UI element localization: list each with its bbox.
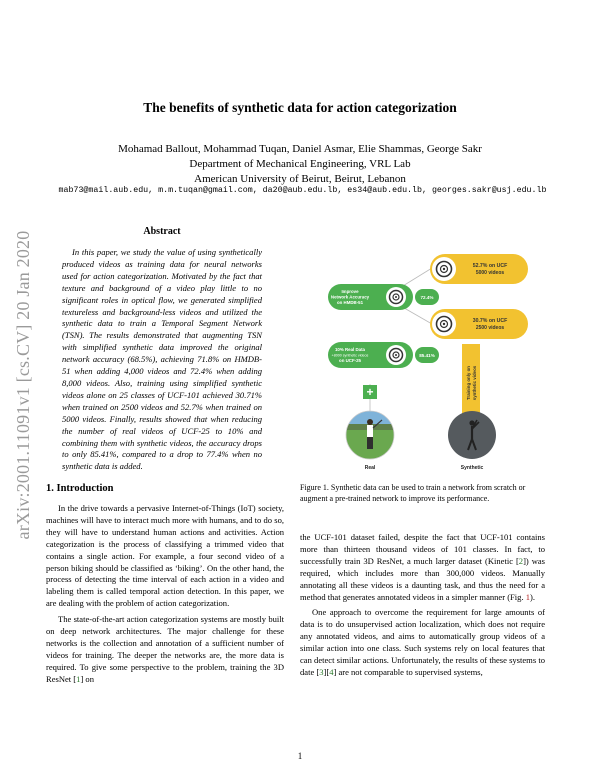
arxiv-identifier: arXiv:2001.11091v1 [cs.CV] 20 Jan 2020: [13, 230, 33, 540]
text-run: ][: [323, 666, 330, 677]
box2-value: 85.41%: [419, 353, 435, 358]
affiliation-dept: Department of Mechanical Engineering, VRL Lab: [189, 158, 411, 170]
text-run: The state-of-the-art action categorization systems are mostly built on deep network architectures. The major challenge for these networks is the collection and annotation of a sufficient number of videos for training. The deeper the networks are, the more data is required. To give some perspective to the problem, training the 3D ResNet [: [46, 614, 284, 684]
box1-line3: on HMDB-51: [336, 300, 364, 305]
citation-link[interactable]: 4: [329, 666, 334, 677]
left-column-text: [46, 503, 284, 690]
paper-title: The benefits of synthetic data for action categorization: [143, 100, 457, 115]
vertical-label-1: Training only on: [466, 366, 471, 400]
vertical-label-2: synthetic videos: [472, 365, 477, 401]
real-label: Real: [364, 465, 376, 471]
bubble1-line1: 52.7% on UCF: [472, 263, 508, 269]
box1-value: 72.4%: [420, 295, 434, 300]
authors: Mohamad Ballout, Mohammad Tuqan, Daniel Asmar, Elie Shammas, George Sakr: [118, 143, 482, 155]
author-emails: mab73@mail.aub.edu, m.m.tuqan@gmail.com, da20@aub.edu.lb, es34@aub.edu.lb, georges.sakr@usj.edu.lb: [58, 186, 547, 195]
figure-link[interactable]: 1: [525, 591, 530, 602]
intro-paragraph-3: [300, 607, 545, 678]
text-run: ]) was required, which includes more than 300,000 videos. Manually annotating all these videos is a daunting task, and thus the need for a method that generates annotated videos in a simpler manner (Fig.: [300, 555, 546, 602]
author-block: [0, 142, 600, 187]
page-number: 1: [297, 751, 303, 761]
text-run: the UCF-101 dataset failed, despite the fact that UCF-101 contains more than thirteen thousand videos of 101 classes. In fact, to successfully train 3D ResNet, a much larger dataset (Kinetic [: [300, 532, 545, 566]
box1-line1: Improve: [341, 289, 359, 294]
right-column-text: [300, 532, 545, 683]
bubble2-line1: 30.7% on UCF: [472, 318, 508, 324]
intro-paragraph-2: [46, 614, 284, 685]
intro-paragraph-1: In the drive towards a pervasive Internet-of-Things (IoT) society, machines will have to interact much more with humans, and to do so, they will have to understand human actions and activities. Action categorization is the process of classifying a trimmed video that contains a single action. For example, a four second video of a person biking should be classified as ‘biking’. On the other hand, the process of detecting the time interval of each action in a video and labeling them is called temporal action detection. In this paper, we are dealing with the problem of action categorization.: [46, 503, 284, 609]
synthetic-label: Synthetic: [460, 465, 484, 471]
box2-line2: +8000 synthetic videos: [331, 353, 369, 358]
plus-label: +: [366, 385, 374, 399]
citation-link[interactable]: 1: [76, 673, 81, 684]
affiliation-univ: American University of Beirut, Beirut, Lebanon: [194, 173, 406, 185]
section-heading-introduction: 1. Introduction: [46, 483, 114, 494]
text-run: One approach to overcome the requirement for large amounts of data is to do unsupervised action localization, which does not require any annotated videos, and aims to automatically group videos of a similar action into one class. Such systems rely on local features that can detect similar actions. Unfortunately, the results of these systems to date [: [300, 607, 545, 677]
bubble2-line2: 2500 videos: [475, 325, 505, 331]
abstract-text: In this paper, we study the value of using synthetically produced videos as training data for neural networks used for action categorization. Motivated by the fact that texture and background of a video play little to no significant roles in optical flow, we generated simplified textureless and background-less videos and utilized the synthetic data to train a Temporal Segment Network (TSN). The results demonstrated that augmenting TSN with simplified synthetic data improved the original network accuracy (68.5%), achieving 71.8% on HMDB-51 when adding 4,000 videos and 72.4% when adding 8,000 videos. Also, training using simplified synthetic videos alone on 25 classes of UCF-101 achieved 30.71% when trained on 2500 videos and 52.7% when trained on 5000 videos. Finally, results showed that when reducing the number of real videos of UCF-25 to 10% and combining them with synthetic videos, the accuracy drops to only 85.41%, compared to a drop to 77.4% when no synthetic data is added.: [62, 247, 262, 472]
synthetic-only-bubble-2500: [430, 309, 528, 339]
box2-line3: on UCF-25: [339, 358, 361, 363]
intro-paragraph-continued: [300, 532, 545, 603]
figure-1: [300, 242, 550, 474]
text-run: ] on: [80, 673, 94, 684]
training-only-synthetic-bar: [462, 344, 480, 422]
accuracy-box-ucf: [328, 342, 439, 368]
accuracy-box-hmdb: [328, 284, 439, 310]
real-video-thumbnail: [346, 411, 394, 460]
citation-link[interactable]: 3: [319, 666, 324, 677]
citation-link[interactable]: 2: [518, 555, 524, 566]
text-run: ).: [530, 591, 535, 602]
synthetic-video-thumbnail: [448, 411, 496, 459]
abstract-heading: Abstract: [143, 226, 181, 237]
figure-caption: Figure 1. Synthetic data can be used to train a network from scratch or augment a pre-trained network to improve its performance.: [300, 483, 526, 503]
text-run: ] are not comparable to supervised systems,: [333, 666, 483, 677]
synthetic-only-bubble-5000: [430, 254, 528, 284]
bubble1-line2: 5000 videos: [475, 270, 505, 276]
box1-line2: Network Accuracy: [330, 294, 370, 300]
box2-line1: 10% Real Data: [334, 347, 366, 352]
